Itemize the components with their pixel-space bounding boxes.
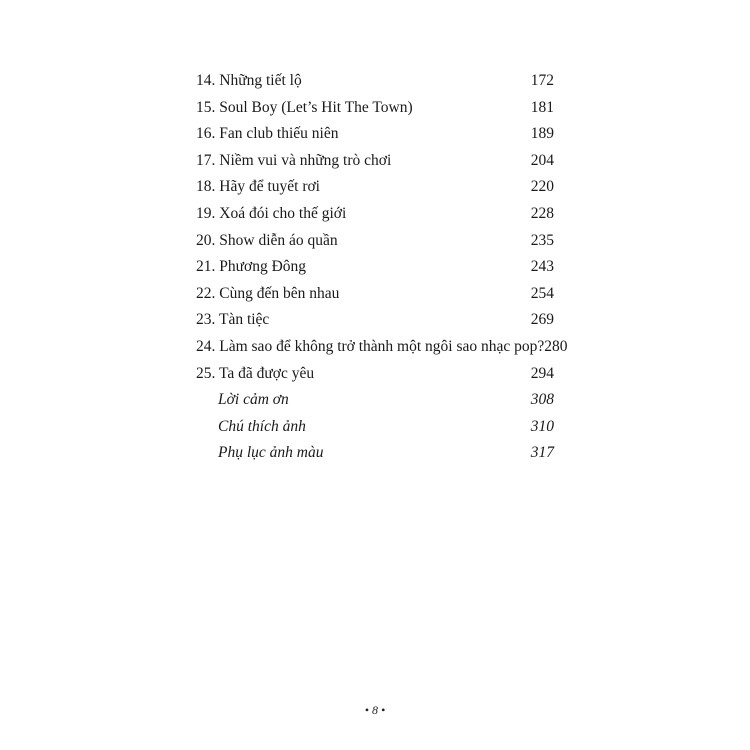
toc-entry-page: 317: [530, 444, 554, 462]
toc-entry-page: 235: [530, 231, 554, 249]
toc-entry-page: 269: [530, 311, 554, 329]
toc-entry-title: 23. Tàn tiệc: [196, 311, 270, 329]
toc-entry-title: 24. Làm sao để không trở thành một ngôi sao nhạc pop?: [196, 337, 545, 355]
toc-entry-page: 181: [530, 98, 554, 116]
page-number: • 8 •: [364, 703, 386, 717]
toc-entry: [196, 307, 554, 334]
toc-entry-title: 25. Ta đã được yêu: [196, 364, 315, 382]
toc-entry-title: Phụ lục ảnh màu: [218, 444, 324, 462]
toc-entry-page: 294: [530, 364, 554, 382]
toc-entry: [196, 281, 554, 308]
toc-entry: [196, 95, 554, 122]
toc-entry: [196, 440, 554, 467]
toc-entry-page: 243: [530, 258, 554, 276]
toc-entry: [196, 174, 554, 201]
toc-entry-title: 19. Xoá đói cho thế giới: [196, 204, 347, 222]
toc-entry: [196, 414, 554, 441]
toc-entry-title: 22. Cùng đến bên nhau: [196, 284, 340, 302]
toc-entry-title: Chú thích ảnh: [218, 417, 306, 435]
toc-entry-title: 17. Niềm vui và những trò chơi: [196, 151, 392, 169]
toc-entry-page: 220: [530, 178, 554, 196]
toc-entry: [196, 68, 554, 95]
toc-entry-title: 14. Những tiết lộ: [196, 72, 302, 89]
toc-entry-page: 204: [530, 151, 554, 169]
table-of-contents: [196, 68, 568, 467]
toc-entry-page: 310: [530, 417, 554, 435]
toc-entry-title: 20. Show diễn áo quần: [196, 231, 338, 249]
toc-entry-page: 172: [530, 72, 554, 89]
toc-entry: [196, 148, 554, 175]
toc-entry-title: 16. Fan club thiếu niên: [196, 125, 339, 143]
toc-entry-title: 21. Phương Đông: [196, 258, 307, 276]
toc-entry-page: 254: [530, 284, 554, 302]
toc-entry: [196, 201, 554, 228]
toc-entry-page: 228: [530, 204, 554, 222]
toc-entry: [196, 387, 554, 414]
toc-entry-title: 18. Hãy để tuyết rơi: [196, 178, 320, 196]
toc-entry: [196, 254, 554, 281]
toc-entry-page: 189: [530, 125, 554, 143]
toc-entry: [196, 334, 568, 361]
toc-entry-title: 15. Soul Boy (Let’s Hit The Town): [196, 98, 413, 116]
toc-entry: [196, 121, 554, 148]
toc-entry: [196, 361, 554, 388]
toc-entry-page: 280: [544, 337, 568, 355]
toc-entry-title: Lời cảm ơn: [218, 391, 289, 409]
toc-entry: [196, 228, 554, 255]
toc-entry-page: 308: [530, 391, 554, 409]
